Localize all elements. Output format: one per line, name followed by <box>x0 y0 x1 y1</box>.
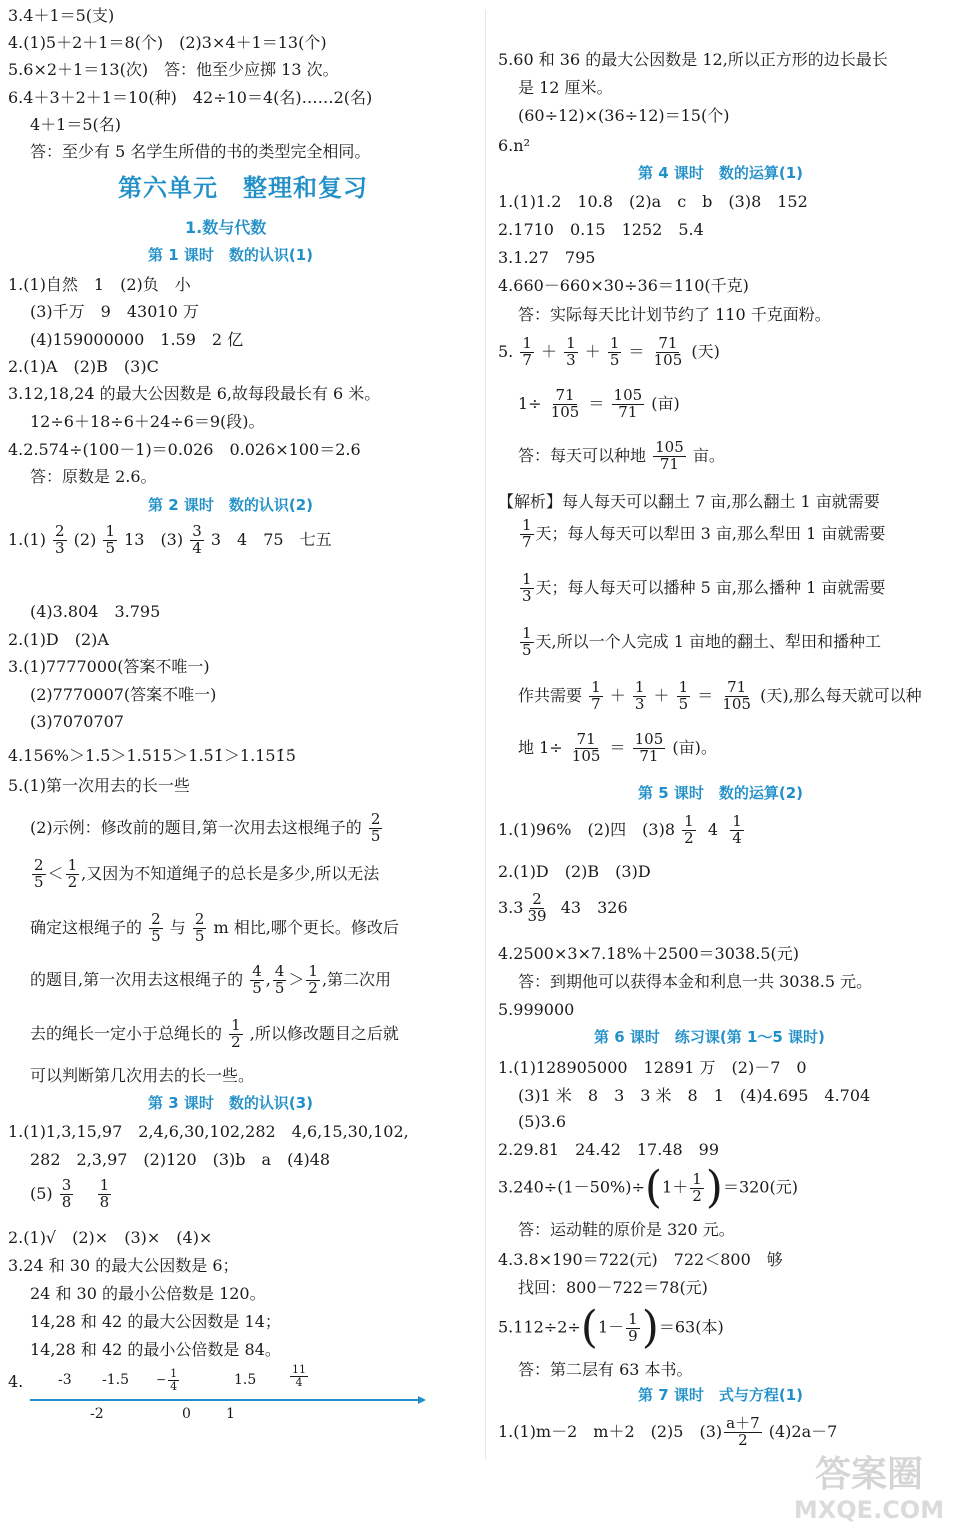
unit-title: 第六单元 整理和复习 <box>118 173 368 202</box>
text: (天) <box>691 341 720 361</box>
denominator: 3 <box>55 538 65 557</box>
watermark-line2: MXQE.COM <box>793 1496 945 1524</box>
fraction <box>66 858 80 891</box>
text: 天；每人每天可以播种 5 亩,那么播种 1 亩就需要 <box>535 577 886 597</box>
text-line <box>518 388 680 421</box>
numerator: 2 <box>34 856 44 874</box>
operator: ＝ <box>697 685 714 705</box>
text-line: 2.(1)D (2)A <box>8 630 109 649</box>
text-line: 24 和 30 的最小公倍数是 120。 <box>30 1284 266 1303</box>
denominator: 4 <box>295 1375 303 1389</box>
lesson-title: 第 4 课时 数的运算(1) <box>638 164 804 182</box>
denominator: 4 <box>192 538 202 557</box>
fraction <box>612 388 645 421</box>
text-line: 可以判断第几次用去的长一些。 <box>30 1066 255 1085</box>
fraction <box>520 336 534 369</box>
denominator: 105 <box>722 694 751 713</box>
denominator: 71 <box>618 402 638 421</box>
fraction <box>730 814 744 847</box>
denominator: 8 <box>61 1192 72 1211</box>
denominator: 71 <box>639 746 659 765</box>
text-line: 5.999000 <box>498 1000 575 1019</box>
fraction <box>677 680 691 713</box>
denominator: 3 <box>522 586 532 605</box>
operator: ＋ <box>541 341 558 361</box>
numerator: 105 <box>613 386 643 404</box>
text: 作共需要 <box>518 685 583 705</box>
denominator: 105 <box>550 402 580 421</box>
tick-label: -3 <box>58 1372 72 1388</box>
text: 天,所以一个人完成 1 亩地的翻土、犁田和播种工 <box>535 631 881 651</box>
numerator: 105 <box>634 730 664 748</box>
operator: ＋ <box>609 685 626 705</box>
fraction <box>98 1178 112 1211</box>
text: (亩) <box>672 737 701 757</box>
denominator: 7 <box>522 532 532 551</box>
numerator: 1 <box>684 812 694 830</box>
denominator: 2 <box>231 1032 241 1051</box>
text: 3.240÷(1－50%)÷ <box>498 1177 645 1197</box>
text-line: (5)3.6 <box>518 1112 567 1131</box>
fraction <box>652 336 685 369</box>
text: 确定这根绳子的 <box>30 917 143 937</box>
text-line: 4.(1)5＋2＋1＝8(个) (2)3×4＋1＝13(个) <box>8 33 327 52</box>
fraction <box>608 336 622 369</box>
text-line: 4. <box>8 1372 24 1391</box>
text: 与 <box>169 917 186 937</box>
denominator: 5 <box>34 872 44 891</box>
numerator: 1 <box>170 1367 178 1380</box>
text-line: 2.(1)√ (2)× (3)× (4)× <box>8 1228 213 1247</box>
text-line: 答：至少有 5 名学生所借的书的类型完全相同。 <box>30 142 371 161</box>
numerator: 1 <box>522 516 532 534</box>
text-line: (3)1 米 8 3 3 米 8 1 (4)4.695 4.704 <box>518 1086 871 1105</box>
text-line: 3.4＋1＝5(支) <box>8 6 115 25</box>
tick-label: − $\frac{1}{4}$ <box>156 1367 178 1393</box>
numerator: 2 <box>370 810 381 828</box>
numerator: 1 <box>522 334 532 352</box>
text: 5. <box>498 341 514 361</box>
fraction <box>525 892 548 925</box>
denominator: 5 <box>678 694 689 713</box>
numerator: 3 <box>192 522 202 540</box>
text-line: 答：实际每天比计划节约了 110 千克面粉。 <box>518 305 831 324</box>
text: 13 (3) <box>124 529 184 549</box>
text-line: 2.29.81 24.42 17.48 99 <box>498 1140 720 1159</box>
text-line: $\frac{2}{5}$ ＜ $\frac{1}{2}$ ,又因为不知道绳子的总长是多少,所以无法 <box>34 856 380 891</box>
text-line: 6.n² <box>498 136 530 155</box>
denominator: 5 <box>370 826 381 845</box>
denominator: 5 <box>151 926 161 945</box>
number-line <box>30 1363 450 1424</box>
denominator: 3 <box>634 694 645 713</box>
denominator: 2 <box>308 978 318 997</box>
fraction <box>720 680 753 713</box>
operator: ＝ <box>588 393 605 413</box>
text-line: 6.4＋3＋2＋1＝10(种) 42÷10＝4(名)……2(名) <box>8 88 373 107</box>
text: 亩。 <box>692 445 725 465</box>
text-line: 5.6×2＋1＝13(次) 答：他至少应掷 13 次。 <box>8 60 339 79</box>
text-line <box>498 336 720 369</box>
text-line: 1.(1)1,3,15,97 2,4,6,30,102,282 4,6,15,30,102, <box>8 1122 409 1141</box>
numerator: 71 <box>576 730 596 748</box>
numerator: 1 <box>591 678 601 696</box>
text-line: 答：到期他可以获得本金和利息一共 3038.5 元。 <box>518 972 873 991</box>
fraction <box>53 524 67 557</box>
fraction <box>290 1364 308 1388</box>
text-line <box>518 440 725 473</box>
lesson-title: 第 7 课时 式与方程(1) <box>638 1386 804 1404</box>
text-line: 4＋1＝5(名) <box>30 115 122 134</box>
denominator: 39 <box>527 906 547 925</box>
text-line: 4.156%＞1.5̇＞1.515＞1.5̇1̇＞1.151̇5̇ <box>8 746 296 765</box>
fraction <box>103 524 117 557</box>
numerator: 2 <box>55 522 65 540</box>
numerator: 1 <box>634 678 645 696</box>
tick-label: 0 <box>182 1406 191 1422</box>
fraction <box>690 1169 704 1205</box>
denominator: 71 <box>659 454 679 473</box>
fraction <box>564 336 578 369</box>
fraction <box>32 858 46 891</box>
lesson-title: 第 1 课时 数的认识(1) <box>148 246 314 264</box>
tick-label: 1.5 <box>234 1372 257 1388</box>
text: ＝63(本) <box>658 1317 724 1337</box>
text: ,又因为不知道绳子的总长是多少,所以无法 <box>81 863 380 883</box>
numerator: 1 <box>566 334 576 352</box>
denominator: 2 <box>692 1186 702 1205</box>
numerator: 71 <box>727 678 747 696</box>
axis-arrow <box>418 1396 426 1404</box>
numerator: 2 <box>194 910 205 928</box>
denominator: 5 <box>522 640 532 659</box>
tick-label: -2 <box>90 1406 104 1422</box>
numerator: 1 <box>99 1176 110 1194</box>
text-line: 答：运动鞋的原价是 320 元。 <box>518 1220 735 1239</box>
operator: ＋ <box>584 341 601 361</box>
denominator: 7 <box>522 350 532 369</box>
text-line: 4.660－660×30÷36＝110(千克) <box>498 276 749 295</box>
fraction <box>633 680 647 713</box>
text-line: 3.(1)7777000(答案不唯一) <box>8 657 210 676</box>
text: 4 <box>707 819 719 839</box>
numerator: 1 <box>678 678 689 696</box>
numerator: 1 <box>105 522 115 540</box>
text: 的题目,第一次用去这根绳子的 <box>30 969 244 989</box>
fraction <box>149 912 163 945</box>
text: 去的绳长一定小于总绳长的 <box>30 1023 223 1043</box>
text-line: 4.2.574÷(100－1)＝0.026 0.026×100＝2.6 <box>8 440 361 459</box>
text: (2)示例：修改前的题目,第一次用去这根绳子的 <box>30 817 362 837</box>
text-line <box>30 912 399 945</box>
column-divider <box>485 10 486 1460</box>
numerator: 1 <box>732 812 742 830</box>
denominator: 5 <box>194 926 205 945</box>
text-line: (60÷12)×(36÷12)＝15(个) <box>518 106 730 125</box>
fraction <box>724 1416 762 1449</box>
text-line: (3)7070707 <box>30 712 124 731</box>
text-line: 的题目,第一次用去这根绳子的 $\frac{4}{5}$ , $\frac{4}{5}$ ＞ $\frac{1}{2}$ ,第二次用 <box>30 962 392 997</box>
numerator: 1 <box>67 856 78 874</box>
text-line: 答：第二层有 63 本书。 <box>518 1360 693 1379</box>
numerator: 1 <box>308 962 318 980</box>
numerator: 11 <box>292 1363 306 1376</box>
bracket: ) <box>641 1302 659 1353</box>
text-line: 1.(1)1.2 10.8 (2)a c b (3)8 152 <box>498 192 808 211</box>
text: (5) <box>30 1183 53 1203</box>
fraction <box>570 732 603 765</box>
numerator: 2 <box>532 890 542 908</box>
text: 43 326 <box>560 897 628 917</box>
numerator: 105 <box>655 438 684 456</box>
text-line: 【解析】每人每天可以翻土 7 亩,那么翻土 1 亩就需要 <box>498 492 880 511</box>
text-line: 5.(1)第一次用去的长一些 <box>8 776 190 795</box>
text-line: (3)千万 9 43010 万 <box>30 302 199 321</box>
numerator: 71 <box>555 386 575 404</box>
text-line: 3.1.27 795 <box>498 248 596 267</box>
fraction <box>229 1018 243 1051</box>
bracket: ( <box>644 1162 663 1213</box>
denominator: 7 <box>591 694 601 713</box>
text-line <box>518 518 885 551</box>
fraction <box>520 626 534 659</box>
denominator: 8 <box>99 1192 110 1211</box>
text-line: 14,28 和 42 的最大公因数是 14； <box>30 1312 281 1331</box>
fraction <box>589 680 603 713</box>
denominator: 105 <box>571 746 601 765</box>
text-line <box>518 626 881 659</box>
watermark-svg <box>769 1446 969 1526</box>
fraction <box>520 518 534 551</box>
tick-label: -1.5 <box>102 1372 129 1388</box>
fraction <box>190 524 204 557</box>
operator: ＝ <box>628 341 645 361</box>
text-line: 找回：800－722＝78(元) <box>518 1278 708 1297</box>
denominator: 4 <box>732 828 742 847</box>
numerator: 3 <box>61 1176 72 1194</box>
text: 1－ <box>597 1317 625 1337</box>
text-line: 1.(1)128905000 12891 万 (2)－7 0 <box>498 1058 807 1077</box>
denominator: 2 <box>738 1430 748 1449</box>
fraction <box>633 732 666 765</box>
text-line: 2.(1)D (2)B (3)D <box>498 862 651 881</box>
text-line: (2)7770007(答案不唯一) <box>30 685 217 704</box>
numerator: 1 <box>609 334 620 352</box>
text: (亩) <box>651 393 680 413</box>
text-line <box>498 1416 837 1449</box>
text: ,所以修改题目之后就 <box>249 1023 399 1043</box>
text: 3.3 <box>498 897 524 917</box>
text-line: 答：原数是 2.6。 <box>30 467 157 486</box>
text: 答：每天可以种地 <box>518 445 647 465</box>
numerator: 1 <box>628 1309 638 1328</box>
operator: ＝ <box>609 737 626 757</box>
text-line: 3.24 和 30 的最大公因数是 6； <box>8 1256 239 1275</box>
text-line <box>518 572 885 605</box>
text-line: 2.1710 0.15 1252 5.4 <box>498 220 704 239</box>
text-line: 4.3.8×190＝722(元) 722＜800 够 <box>498 1250 783 1269</box>
lesson-title: 第 6 课时 练习课(第 1～5 课时) <box>594 1028 825 1046</box>
numerator: a＋7 <box>726 1414 760 1432</box>
text-line <box>8 524 332 557</box>
numerator: 2 <box>151 910 161 928</box>
text: 1.(1)96% (2)四 (3)8 <box>498 819 676 839</box>
text: 1.(1) <box>8 529 46 549</box>
section-title: 1.数与代数 <box>185 218 267 237</box>
tick-label <box>288 1364 310 1388</box>
text-line: 5.60 和 36 的最大公因数是 12,所以正方形的边长最长 <box>498 50 888 69</box>
text-line: 282 2,3,97 (2)120 (3)b a (4)48 <box>30 1150 331 1169</box>
denominator: 3 <box>566 350 576 369</box>
text-line <box>498 892 628 925</box>
fraction <box>60 1178 74 1211</box>
text-line: 4.2500×3×7.18%＋2500＝3038.5(元) <box>498 944 799 963</box>
fraction <box>168 1368 179 1392</box>
fraction <box>193 912 207 945</box>
fraction <box>273 964 287 997</box>
bracket: ( <box>580 1302 598 1353</box>
lesson-title: 第 5 课时 数的运算(2) <box>638 784 804 802</box>
text: 1＋ <box>662 1177 689 1197</box>
text: (2) <box>73 529 97 549</box>
fraction <box>653 440 686 473</box>
text-line: 3.12,18,24 的最大公因数是 6,故每段最长有 6 米。 <box>8 384 381 403</box>
text-line <box>30 1018 399 1051</box>
text-line: 地 1÷ $\frac{71}{105}$ ＝ $\frac{105}{71}$ (亩)。 <box>518 730 717 765</box>
text-line <box>498 814 746 847</box>
numerator: 4 <box>274 962 285 980</box>
denominator: 5 <box>274 978 285 997</box>
lesson-title: 第 2 课时 数的认识(2) <box>148 496 314 514</box>
fraction <box>369 812 383 845</box>
text-line <box>498 1302 724 1353</box>
denominator: 9 <box>628 1326 638 1345</box>
lesson-title: 第 3 课时 数的认识(3) <box>148 1094 314 1112</box>
denominator: 5 <box>609 350 620 369</box>
denominator: 5 <box>252 978 262 997</box>
text: 1÷ <box>518 393 542 413</box>
text: 5.112÷2÷ <box>498 1317 581 1337</box>
watermark-logo <box>769 1446 969 1530</box>
text-line <box>30 812 384 845</box>
numerator: 71 <box>658 334 678 352</box>
denominator: 5 <box>105 538 115 557</box>
denominator: 2 <box>67 872 78 891</box>
text: ,第二次用 <box>321 969 392 989</box>
numerator: 1 <box>522 570 532 588</box>
numerator: 1 <box>231 1016 241 1034</box>
text: (天),那么每天就可以种 <box>760 685 922 705</box>
text-line <box>518 680 922 713</box>
numerator: 1 <box>692 1169 702 1188</box>
text: 3 4 75 七五 <box>210 529 332 549</box>
watermark-line1: 答案圈 <box>814 1454 924 1495</box>
fraction <box>626 1309 640 1345</box>
text-line: 14,28 和 42 的最小公倍数是 84。 <box>30 1340 281 1359</box>
text: (4)2a－7 <box>768 1421 838 1441</box>
text-line <box>498 1162 798 1213</box>
text: 地 1÷ <box>518 737 563 757</box>
text: ＝320(元) <box>722 1177 798 1197</box>
text: m 相比,哪个更长。修改后 <box>213 917 399 937</box>
text-line <box>30 1178 113 1211</box>
text-line: 是 12 厘米。 <box>518 78 613 97</box>
numerator: 1 <box>522 624 532 642</box>
numerator: 4 <box>252 962 262 980</box>
fraction <box>306 964 320 997</box>
bracket: ) <box>705 1162 723 1213</box>
fraction <box>520 572 534 605</box>
denominator: 2 <box>684 828 694 847</box>
fraction <box>250 964 264 997</box>
tick-label: 1 <box>226 1406 235 1422</box>
text-line: 1.(1)自然 1 (2)负 小 <box>8 275 191 294</box>
operator: ＋ <box>653 685 670 705</box>
text-line: 2.(1)A (2)B (3)C <box>8 357 159 376</box>
text-line: (4)159000000 1.59 2 亿 <box>30 330 244 349</box>
text: 1.(1)m－2 m＋2 (2)5 (3) <box>498 1421 723 1441</box>
fraction <box>682 814 696 847</box>
fraction <box>549 388 582 421</box>
denominator: 105 <box>653 350 683 369</box>
denominator: 4 <box>170 1379 178 1393</box>
text: 天；每人每天可以犁田 3 亩,那么犁田 1 亩就需要 <box>535 523 886 543</box>
text-line: (4)3.804 3.795 <box>30 602 161 621</box>
text-line: 12÷6＋18÷6＋24÷6＝9(段)。 <box>30 412 265 431</box>
